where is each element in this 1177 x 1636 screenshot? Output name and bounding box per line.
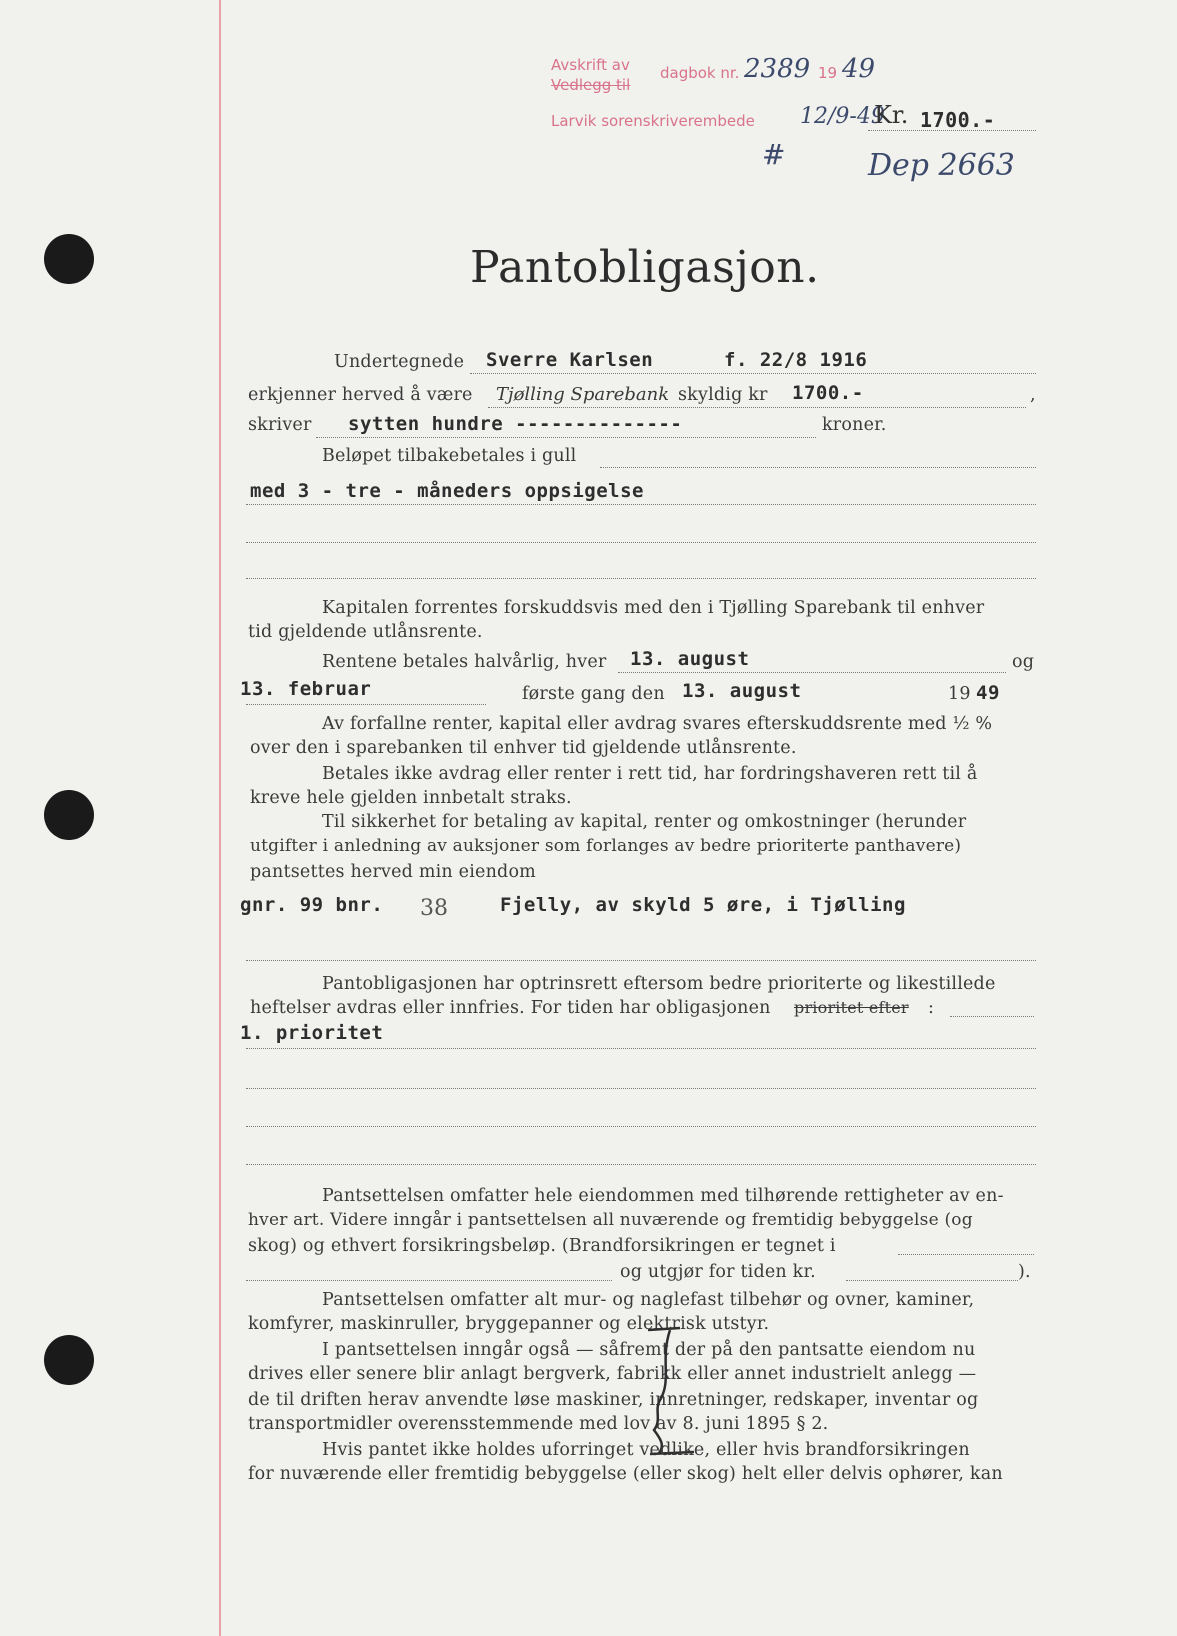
punch-hole	[44, 1335, 94, 1385]
text-line: drives eller senere blir anlagt bergverk, fabrikk eller annet industrielt anlegg —	[248, 1364, 977, 1384]
text-og: og	[1012, 652, 1035, 672]
struck-text: prioritet efter	[794, 998, 909, 1017]
text-line: ).	[1018, 1262, 1031, 1282]
year-prefix: 19	[948, 684, 971, 704]
stamp-avskrift: Avskrift av	[551, 56, 630, 74]
text-line: heftelser avdras eller innfries. For tiden har obligasjonen	[250, 998, 771, 1018]
text-line: for nuværende eller fremtidig bebyggelse (eller skog) helt eller delvis ophører, kan	[248, 1464, 1003, 1484]
text-line: Hvis pantet ikke holdes uforringet vedlike, eller hvis brandforsikringen	[322, 1440, 970, 1460]
handwritten-bracket-icon	[640, 1320, 700, 1460]
kr-label: Kr.	[874, 101, 909, 129]
stamp-date: 12/9-49	[800, 104, 885, 129]
text-line: utgifter i anledning av auksjoner som forlanges av bedre prioriterte panthavere)	[250, 836, 962, 856]
stamp-vedlegg: Vedlegg til	[551, 76, 631, 94]
text-line: skog) og ethvert forsikringsbeløp. (Brandforsikringen er tegnet i	[248, 1236, 836, 1256]
stamp-office: Larvik sorenskriverembede	[551, 112, 755, 130]
text-kroner: kroner.	[822, 415, 887, 435]
priority: 1. prioritet	[240, 1022, 384, 1044]
stamp-year-prefix: 19	[818, 64, 838, 82]
dep-number: Dep 2663	[868, 148, 1015, 183]
initials: #	[762, 138, 786, 171]
margin-line	[219, 0, 221, 1636]
text-line: Til sikkerhet for betaling av kapital, renter og omkostninger (herunder	[322, 812, 967, 832]
text-skriver: skriver	[248, 415, 312, 435]
text-gull: Beløpet tilbakebetales i gull	[322, 446, 577, 466]
property-gnr-bnr: gnr. 99 bnr.	[240, 894, 384, 916]
first-payment-date: 13. august	[682, 680, 802, 702]
text-line: over den i sparebanken til enhver tid gjeldende utlånsrente.	[250, 738, 797, 758]
property-bnr-number: 38	[420, 896, 448, 921]
text-erkjenner: erkjenner herved å være	[248, 385, 473, 405]
interest-date-2: 13. februar	[240, 678, 372, 700]
stamp-dagbok-label: dagbok nr.	[660, 64, 740, 82]
text-line: Betales ikke avdrag eller renter i rett tid, har fordringshaveren rett til å	[322, 764, 978, 784]
text-line: og utgjør for tiden kr.	[620, 1262, 816, 1282]
text-line: I pantsettelsen inngår også — såfremt der på den pantsatte eiendom nu	[322, 1340, 976, 1360]
amount-in-words: sytten hundre --------------	[348, 413, 683, 435]
first-payment-year: 49	[976, 682, 1000, 704]
text-line: pantsettes herved min eiendom	[250, 862, 536, 882]
debtor-name: Sverre Karlsen	[486, 349, 654, 371]
text-line: Pantobligasjonen har optrinsrett eftersom bedre prioriterte og likestillede	[322, 974, 996, 994]
colon: :	[928, 998, 935, 1018]
text-line: de til driften herav anvendte løse maskiner, innretninger, redskaper, inventar og	[248, 1390, 979, 1410]
text-line: hver art. Videre inngår i pantsettelsen all nuværende og fremtidig bebyggelse (og	[248, 1210, 973, 1230]
property-description: Fjelly, av skyld 5 øre, i Tjølling	[500, 894, 906, 916]
comma: ,	[1030, 385, 1036, 405]
text-line: Rentene betales halvårlig, hver	[322, 652, 607, 672]
punch-hole	[44, 234, 94, 284]
text-line: Pantsettelsen omfatter hele eiendommen med tilhørende rettigheter av en-	[322, 1186, 1004, 1206]
label-undertegnede: Undertegnede	[334, 352, 465, 372]
text-line: transportmidler overensstemmende med lov av 8. juni 1895 § 2.	[248, 1414, 829, 1434]
text-skyldig: skyldig kr	[678, 385, 768, 405]
repayment-terms: med 3 - tre - måneders oppsigelse	[250, 480, 644, 502]
text-line: Kapitalen forrentes forskuddsvis med den i Tjølling Sparebank til enhver	[322, 598, 985, 618]
text-line: kreve hele gjelden innbetalt straks.	[250, 788, 572, 808]
creditor-bank: Tjølling Sparebank	[496, 384, 670, 405]
debtor-birth: f. 22/8 1916	[724, 349, 868, 371]
text-line: Av forfallne renter, kapital eller avdrag svares efterskuddsrente med ½ %	[322, 714, 993, 734]
stamp-amount: 1700.-	[920, 108, 996, 132]
text-line: komfyrer, maskinruller, bryggepanner og elektrisk utstyr.	[248, 1314, 770, 1334]
stamp-year-suffix: 49	[842, 54, 876, 84]
interest-date-1: 13. august	[630, 648, 750, 670]
punch-hole	[44, 790, 94, 840]
text-line: Pantsettelsen omfatter alt mur- og naglefast tilbehør og ovner, kaminer,	[322, 1290, 975, 1310]
text-line: første gang den	[522, 684, 665, 704]
stamp-dagbok-number: 2389	[744, 54, 811, 84]
text-line: tid gjeldende utlånsrente.	[248, 622, 483, 642]
page-title: Pantobligasjon.	[470, 242, 820, 293]
debt-amount: 1700.-	[792, 382, 864, 404]
